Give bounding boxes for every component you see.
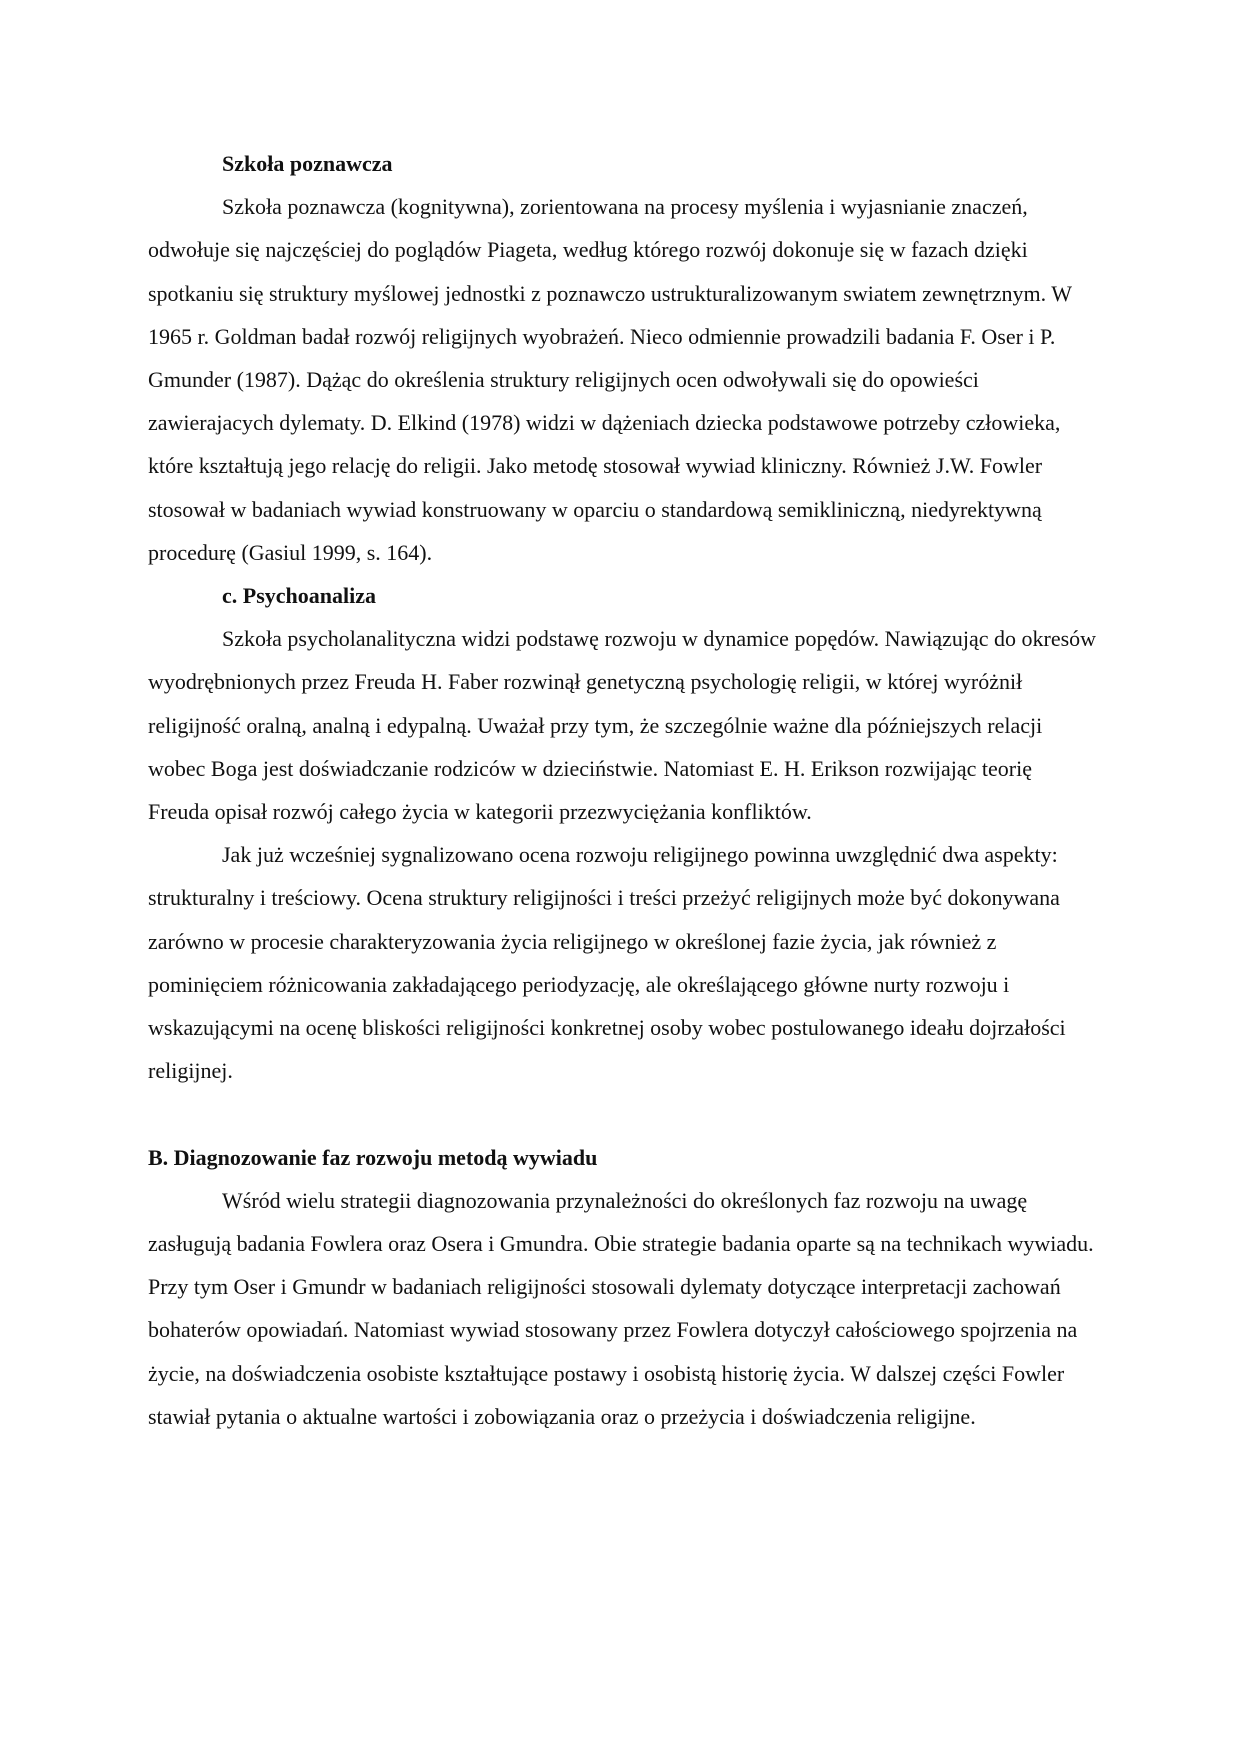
section-heading-psychoanaliza: c. Psychoanaliza <box>222 583 376 609</box>
paragraph-diagnozowanie: Wśród wielu strategii diagnozowania przynależności do określonych faz rozwoju na uwagę zasługują badania Fowlera oraz Osera i Gmundra. Obie strategie badania oparte są na technikach wywiadu. Przy tym Oser i Gmundr w badaniach religijności stosowali dylematy dotyczące interpretacji zachowań bohaterów opowiadań. Natomiast wywiad stosowany przez Fowlera dotyczył całościowego spojrzenia na życie, na doświadczenia osobiste kształtujące postawy i osobistą historię życia. W dalszej części Fowler stawiał pytania o aktualne wartości i zobowiązania oraz o przeżycia i doświadczenia religijne. <box>148 1187 1094 1429</box>
paragraph-psychoanaliza-1: Szkoła psycholanalityczna widzi podstawę rozwoju w dynamice popędów. Nawiązując do okresów wyodrębnionych przez Freuda H. Faber rozwinął genetyczną psychologię religii, w której wyróżnił religijność oralną, analną i edypalną. Uważał przy tym, że szczególnie ważne dla późniejszych relacji wobec Boga jest doświadczanie rodziców w dzieciństwie. Natomiast E. H. Erikson rozwijając teorię Freuda opisał rozwój całego życia w kategorii przezwyciężania konfliktów. <box>148 626 1097 825</box>
paragraph-psychoanaliza-2: Jak już wcześniej sygnalizowano ocena rozwoju religijnego powinna uwzględnić dwa aspekty: strukturalny i treściowy. Ocena struktury religijności i treści przeżyć religijnych może być dokonywana zarówno w procesie charakteryzowania życia religijnego w określonej fazie życia, jak również z pominięciem różnicowania zakładającego periodyzację, ale określającego główne nurty rozwoju i wskazującymi na ocenę bliskości religijności konkretnej osoby wobec postulowanego ideału dojrzałości religijnej. <box>148 842 1066 1084</box>
document-body <box>148 142 1098 1438</box>
blank-line <box>148 1092 1098 1135</box>
section-heading-szkola-poznawcza: Szkoła poznawcza <box>222 151 393 176</box>
section-heading-diagnozowanie: B. Diagnozowanie faz rozwoju metodą wywiadu <box>148 1144 598 1170</box>
paragraph-szkola-poznawcza: Szkoła poznawcza (kognitywna), zorientowana na procesy myślenia i wyjasnianie znaczeń, odwołuje się najczęściej do poglądów Piageta, według którego rozwój dokonuje się w fazach dzięki spotkaniu się struktury myślowej jednostki z poznawczo ustrukturalizowanym swiatem zewnętrznym. W 1965 r. Goldman badał rozwój religijnych wyobrażeń. Nieco odmiennie prowadzili badania F. Oser i P. Gmunder (1987). Dążąc do określenia struktury religijnych ocen odwoływali się do opowieści zawierajacych dylematy. D. Elkind (1978) widzi w dążeniach dziecka podstawowe potrzeby człowieka, które kształtują jego relację do religii. Jako metodę stosował wywiad kliniczny. Również J.W. Fowler stosował w badaniach wywiad konstruowany w oparciu o standardową semikliniczną, niedyrektywną procedurę (Gasiul 1999, s. 164). <box>148 194 1072 565</box>
